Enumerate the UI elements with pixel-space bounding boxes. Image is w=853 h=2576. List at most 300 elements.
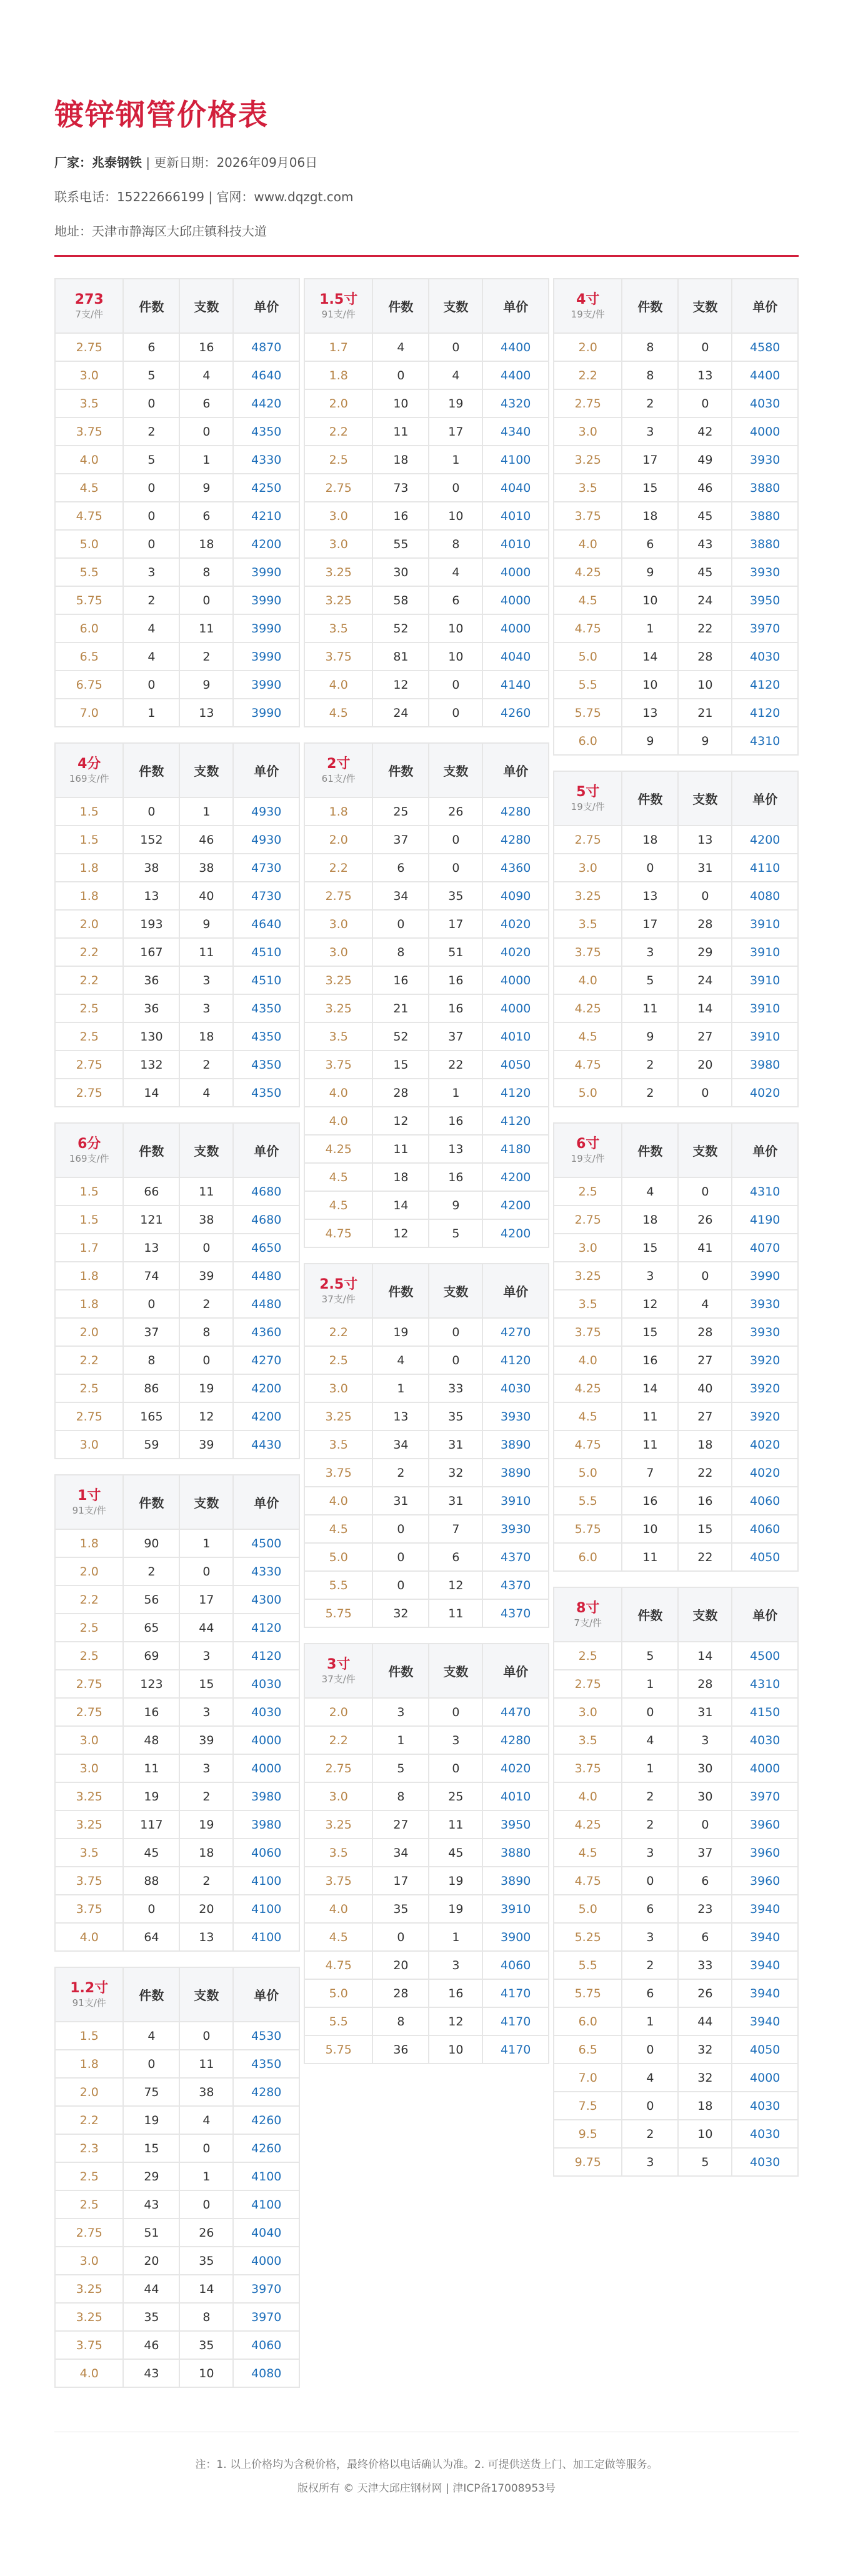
price-cell: 4280 [233, 2078, 299, 2106]
wall-thickness-cell: 4.25 [554, 994, 622, 1022]
pieces-cell: 14 [179, 2275, 233, 2303]
count-cell: 52 [372, 1022, 429, 1051]
column-left [54, 278, 300, 2403]
pieces-cell: 9 [429, 1191, 482, 1219]
count-cell: 5 [622, 966, 678, 994]
wall-thickness-cell: 2.2 [304, 1318, 372, 1346]
wall-thickness-cell: 2.75 [304, 474, 372, 502]
table-row [304, 1923, 549, 1951]
count-cell: 11 [123, 1754, 179, 1782]
spec-header [55, 743, 123, 797]
spec-header [55, 1123, 123, 1177]
count-cell: 2 [622, 1051, 678, 1079]
price-cell: 4050 [732, 2035, 798, 2064]
table-row [304, 882, 549, 910]
table-row [304, 1979, 549, 2007]
count-cell: 10 [622, 671, 678, 699]
price-cell: 4010 [482, 1782, 549, 1810]
table-row [304, 586, 549, 614]
price-cell: 4030 [732, 2148, 798, 2176]
table-row [554, 910, 798, 938]
wall-thickness-cell: 3.75 [554, 1318, 622, 1346]
price-cell: 4150 [732, 1698, 798, 1726]
table-row [554, 699, 798, 727]
count-cell: 0 [123, 502, 179, 530]
count-cell: 15 [622, 1234, 678, 1262]
table-row [554, 614, 798, 642]
table-row [55, 1234, 299, 1262]
wall-thickness-cell: 4.5 [554, 1022, 622, 1051]
pieces-cell: 10 [678, 671, 732, 699]
pieces-cell: 5 [678, 2148, 732, 2176]
table-row [55, 361, 299, 389]
pieces-cell: 19 [429, 1867, 482, 1895]
table-row [304, 1895, 549, 1923]
count-cell: 11 [622, 1402, 678, 1430]
table-row [55, 1346, 299, 1374]
count-cell: 86 [123, 1374, 179, 1402]
pieces-cell: 39 [179, 1262, 233, 1290]
table-row [554, 854, 798, 882]
pieces-cell: 14 [678, 1642, 732, 1670]
price-cell: 4100 [233, 2162, 299, 2190]
footer-copyright: 版权所有 © 天津大邱庄钢材网 | 津ICP备17008953号 [297, 2482, 556, 2495]
price-cell: 4120 [233, 1614, 299, 1642]
pieces-cell: 26 [678, 1206, 732, 1234]
count-cell: 11 [372, 417, 429, 446]
pieces-cell: 24 [678, 966, 732, 994]
table-row [304, 1599, 549, 1627]
price-cell: 4500 [732, 1642, 798, 1670]
pieces-cell: 3 [678, 1726, 732, 1754]
count-cell: 56 [123, 1585, 179, 1614]
pieces-cell: 28 [678, 642, 732, 671]
table-header-row [304, 743, 549, 797]
table-row [55, 2247, 299, 2275]
page-title: 镀锌钢管价格表 [54, 98, 269, 132]
table-row [55, 882, 299, 910]
wall-thickness-cell: 4.0 [554, 530, 622, 558]
spec-pack: 7支/件 [75, 308, 104, 320]
spec-pack: 7支/件 [574, 1617, 602, 1629]
pieces-header: 支数 [179, 1967, 233, 2022]
price-cell: 4040 [482, 474, 549, 502]
count-cell: 0 [372, 361, 429, 389]
price-cell: 3880 [482, 1839, 549, 1867]
count-cell: 13 [372, 1402, 429, 1430]
wall-thickness-cell: 5.0 [554, 1459, 622, 1487]
price-cell: 3980 [732, 1051, 798, 1079]
price-cell: 3990 [233, 642, 299, 671]
spec-pack: 169支/件 [69, 772, 109, 784]
count-cell: 1 [372, 1374, 429, 1402]
spec-pack: 37支/件 [321, 1293, 356, 1305]
pieces-cell: 2 [179, 1867, 233, 1895]
price-cell: 3980 [233, 1782, 299, 1810]
price-cell: 4930 [233, 826, 299, 854]
count-cell: 130 [123, 1022, 179, 1051]
count-cell: 0 [372, 1515, 429, 1543]
count-cell: 48 [123, 1726, 179, 1754]
table-row [55, 474, 299, 502]
wall-thickness-cell: 3.75 [304, 1051, 372, 1079]
wall-thickness-cell: 4.25 [554, 1374, 622, 1402]
pieces-cell: 24 [678, 586, 732, 614]
wall-thickness-cell: 2.5 [55, 1022, 123, 1051]
wall-thickness-cell: 3.5 [554, 1290, 622, 1318]
pieces-cell: 19 [429, 1895, 482, 1923]
price-cell: 4350 [233, 1051, 299, 1079]
pieces-cell: 16 [678, 1487, 732, 1515]
wall-thickness-cell: 2.5 [55, 2162, 123, 2190]
table-row [55, 1529, 299, 1557]
count-cell: 44 [123, 2275, 179, 2303]
count-header: 件数 [123, 1123, 179, 1177]
table-row [304, 333, 549, 361]
spec-header [304, 1644, 372, 1698]
price-cell: 3930 [732, 1318, 798, 1346]
wall-thickness-cell: 7.0 [554, 2064, 622, 2092]
spec-pack: 19支/件 [571, 308, 605, 320]
price-cell: 4350 [233, 1022, 299, 1051]
count-cell: 16 [123, 1698, 179, 1726]
count-cell: 36 [372, 2035, 429, 2064]
pieces-cell: 31 [678, 854, 732, 882]
update-date: | 更新日期：2026年09月06日 [142, 155, 318, 170]
wall-thickness-cell: 3.5 [554, 910, 622, 938]
count-cell: 1 [123, 699, 179, 727]
wall-thickness-cell: 3.25 [554, 1262, 622, 1290]
price-cell: 4000 [732, 417, 798, 446]
pieces-cell: 37 [429, 1022, 482, 1051]
pieces-cell: 0 [179, 586, 233, 614]
wall-thickness-cell: 3.25 [304, 1402, 372, 1430]
spec-pack: 61支/件 [321, 772, 356, 784]
wall-thickness-cell: 5.5 [55, 558, 123, 586]
price-cell: 4260 [233, 2134, 299, 2162]
count-header: 件数 [622, 1123, 678, 1177]
table-header-row [55, 743, 299, 797]
table-row [55, 1557, 299, 1585]
count-cell: 16 [372, 502, 429, 530]
price-cell: 4310 [732, 1670, 798, 1698]
manufacturer-label: 厂家： [54, 155, 92, 170]
price-cell: 4470 [482, 1698, 549, 1726]
table-row [304, 1346, 549, 1374]
pieces-cell: 11 [179, 938, 233, 966]
count-cell: 117 [123, 1810, 179, 1839]
table-row [554, 530, 798, 558]
pieces-cell: 8 [179, 2303, 233, 2331]
table-row [554, 1867, 798, 1895]
price-cell: 3910 [732, 994, 798, 1022]
count-cell: 0 [372, 1923, 429, 1951]
price-cell: 4000 [482, 558, 549, 586]
table-row [554, 1895, 798, 1923]
price-cell: 4120 [482, 1079, 549, 1107]
pieces-cell: 4 [429, 558, 482, 586]
pieces-cell: 31 [429, 1430, 482, 1459]
count-header: 件数 [622, 279, 678, 333]
price-table [553, 1587, 799, 2177]
pieces-cell: 29 [678, 938, 732, 966]
price-cell: 3970 [233, 2303, 299, 2331]
count-cell: 4 [123, 614, 179, 642]
table-row [554, 1810, 798, 1839]
price-cell: 4650 [233, 1234, 299, 1262]
price-cell: 4730 [233, 854, 299, 882]
count-cell: 18 [372, 446, 429, 474]
wall-thickness-cell: 4.0 [304, 1487, 372, 1515]
count-cell: 0 [372, 1543, 429, 1571]
price-cell: 3910 [732, 1022, 798, 1051]
price-table [304, 1263, 549, 1628]
price-cell: 4200 [482, 1219, 549, 1247]
price-cell: 4020 [482, 1754, 549, 1782]
wall-thickness-cell: 3.75 [304, 1867, 372, 1895]
price-header: 单价 [482, 743, 549, 797]
count-cell: 25 [372, 797, 429, 826]
count-cell: 35 [372, 1895, 429, 1923]
count-cell: 2 [622, 1782, 678, 1810]
table-row [55, 1402, 299, 1430]
table-row [55, 854, 299, 882]
wall-thickness-cell: 9.5 [554, 2120, 622, 2148]
wall-thickness-cell: 3.0 [554, 1234, 622, 1262]
table-row [55, 502, 299, 530]
wall-thickness-cell: 3.25 [55, 2275, 123, 2303]
pieces-cell: 0 [179, 2022, 233, 2050]
count-cell: 8 [622, 333, 678, 361]
wall-thickness-cell: 3.0 [304, 502, 372, 530]
pieces-cell: 4 [179, 361, 233, 389]
wall-thickness-cell: 5.75 [554, 699, 622, 727]
count-cell: 0 [123, 1895, 179, 1923]
count-cell: 55 [372, 530, 429, 558]
pieces-cell: 18 [678, 2092, 732, 2120]
price-table [54, 1474, 300, 1952]
price-cell: 4000 [233, 2247, 299, 2275]
pieces-cell: 17 [429, 417, 482, 446]
wall-thickness-cell: 3.25 [304, 966, 372, 994]
wall-thickness-cell: 1.5 [55, 1206, 123, 1234]
table-row [554, 474, 798, 502]
pieces-cell: 3 [179, 994, 233, 1022]
wall-thickness-cell: 2.75 [554, 1206, 622, 1234]
wall-thickness-cell: 4.5 [554, 1839, 622, 1867]
price-cell: 4040 [482, 642, 549, 671]
wall-thickness-cell: 2.2 [304, 1726, 372, 1754]
wall-thickness-cell: 3.75 [304, 1459, 372, 1487]
count-cell: 0 [622, 1867, 678, 1895]
table-row [554, 826, 798, 854]
table-row [55, 910, 299, 938]
count-cell: 18 [622, 1206, 678, 1234]
price-cell: 4280 [482, 1726, 549, 1754]
wall-thickness-cell: 3.25 [304, 994, 372, 1022]
wall-thickness-cell: 2.75 [55, 2219, 123, 2247]
count-cell: 38 [123, 854, 179, 882]
wall-thickness-cell: 3.75 [55, 417, 123, 446]
table-row [55, 1895, 299, 1923]
wall-thickness-cell: 4.0 [304, 1895, 372, 1923]
price-cell: 4000 [482, 614, 549, 642]
pieces-cell: 7 [429, 1515, 482, 1543]
wall-thickness-cell: 4.25 [554, 558, 622, 586]
wall-thickness-cell: 4.0 [55, 446, 123, 474]
price-cell: 4270 [233, 1346, 299, 1374]
pieces-cell: 0 [179, 2134, 233, 2162]
price-cell: 4250 [233, 474, 299, 502]
count-cell: 5 [123, 361, 179, 389]
pieces-cell: 42 [678, 417, 732, 446]
count-cell: 1 [372, 1726, 429, 1754]
wall-thickness-cell: 6.75 [55, 671, 123, 699]
price-cell: 4200 [233, 530, 299, 558]
count-cell: 18 [622, 826, 678, 854]
table-row [554, 1951, 798, 1979]
pieces-cell: 1 [179, 446, 233, 474]
pieces-cell: 40 [678, 1374, 732, 1402]
pieces-cell: 49 [678, 446, 732, 474]
count-cell: 52 [372, 614, 429, 642]
price-cell: 4400 [482, 333, 549, 361]
pieces-cell: 6 [678, 1923, 732, 1951]
count-cell: 121 [123, 1206, 179, 1234]
pieces-cell: 6 [678, 1867, 732, 1895]
price-cell: 4020 [732, 1079, 798, 1107]
wall-thickness-cell: 3.75 [554, 1754, 622, 1782]
price-cell: 3910 [732, 966, 798, 994]
table-row [554, 2064, 798, 2092]
pieces-cell: 10 [678, 2120, 732, 2148]
wall-thickness-cell: 5.75 [554, 1979, 622, 2007]
table-row [304, 446, 549, 474]
pieces-cell: 13 [179, 699, 233, 727]
table-row [55, 797, 299, 826]
table-row [55, 938, 299, 966]
pieces-cell: 26 [179, 2219, 233, 2247]
price-cell: 3990 [233, 671, 299, 699]
price-cell: 3880 [732, 474, 798, 502]
table-row [55, 2303, 299, 2331]
pieces-cell: 40 [179, 882, 233, 910]
wall-thickness-cell: 2.0 [55, 1557, 123, 1585]
table-header-row [554, 1587, 798, 1642]
pieces-cell: 46 [179, 826, 233, 854]
wall-thickness-cell: 2.75 [304, 1754, 372, 1782]
pieces-cell: 2 [179, 1051, 233, 1079]
table-row [554, 1374, 798, 1402]
price-cell: 4000 [482, 966, 549, 994]
count-cell: 28 [372, 1979, 429, 2007]
pieces-cell: 41 [678, 1234, 732, 1262]
price-cell: 3940 [732, 1923, 798, 1951]
price-header: 单价 [482, 1644, 549, 1698]
pieces-cell: 11 [429, 1599, 482, 1627]
wall-thickness-cell: 2.0 [55, 910, 123, 938]
count-cell: 74 [123, 1262, 179, 1290]
wall-thickness-cell: 2.0 [55, 1318, 123, 1346]
wall-thickness-cell: 3.25 [304, 1810, 372, 1839]
pieces-cell: 4 [179, 2106, 233, 2134]
pieces-cell: 9 [179, 474, 233, 502]
pieces-cell: 16 [429, 1107, 482, 1135]
wall-thickness-cell: 4.75 [304, 1219, 372, 1247]
table-row [55, 1585, 299, 1614]
table-row [55, 1614, 299, 1642]
pieces-cell: 44 [179, 1614, 233, 1642]
count-cell: 14 [622, 642, 678, 671]
count-cell: 132 [123, 1051, 179, 1079]
wall-thickness-cell: 3.75 [304, 642, 372, 671]
wall-thickness-cell: 2.2 [55, 2106, 123, 2134]
wall-thickness-cell: 3.0 [304, 910, 372, 938]
wall-thickness-cell: 4.5 [554, 1402, 622, 1430]
wall-thickness-cell: 4.25 [554, 1810, 622, 1839]
count-cell: 10 [622, 586, 678, 614]
table-row [55, 1754, 299, 1782]
table-row [554, 2148, 798, 2176]
price-header: 单价 [233, 279, 299, 333]
table-row [55, 1923, 299, 1951]
count-cell: 18 [372, 1163, 429, 1191]
table-row [554, 389, 798, 417]
price-cell: 4120 [482, 1107, 549, 1135]
price-table [304, 278, 549, 727]
pieces-cell: 6 [179, 502, 233, 530]
count-cell: 5 [123, 446, 179, 474]
pieces-cell: 32 [678, 2064, 732, 2092]
price-cell: 3890 [482, 1459, 549, 1487]
pieces-cell: 10 [179, 2359, 233, 2387]
column-middle [304, 278, 549, 2403]
spec-pack: 91支/件 [321, 308, 356, 320]
price-cell: 3910 [732, 938, 798, 966]
count-cell: 8 [372, 1782, 429, 1810]
price-cell: 4280 [482, 826, 549, 854]
table-row [304, 1079, 549, 1107]
wall-thickness-cell: 4.75 [554, 1430, 622, 1459]
wall-thickness-cell: 4.0 [554, 966, 622, 994]
pieces-cell: 0 [429, 671, 482, 699]
price-cell: 4200 [233, 1402, 299, 1430]
count-cell: 4 [123, 642, 179, 671]
table-row [55, 446, 299, 474]
count-cell: 11 [622, 1543, 678, 1571]
pieces-cell: 19 [429, 389, 482, 417]
wall-thickness-cell: 2.0 [304, 389, 372, 417]
table-row [304, 1219, 549, 1247]
table-row [55, 671, 299, 699]
table-row [55, 1430, 299, 1459]
pieces-cell: 23 [678, 1895, 732, 1923]
price-cell: 4070 [732, 1234, 798, 1262]
column-right [553, 278, 799, 2403]
wall-thickness-cell: 3.5 [304, 1022, 372, 1051]
wall-thickness-cell: 5.5 [554, 1951, 622, 1979]
table-row [554, 671, 798, 699]
pieces-cell: 20 [179, 1895, 233, 1923]
pieces-cell: 30 [678, 1754, 732, 1782]
pieces-cell: 13 [678, 826, 732, 854]
pieces-cell: 4 [179, 1079, 233, 1107]
table-row [554, 2120, 798, 2148]
price-table [54, 1122, 300, 1459]
pieces-header: 支数 [678, 279, 732, 333]
table-row [304, 1726, 549, 1754]
wall-thickness-cell: 2.5 [304, 1346, 372, 1374]
